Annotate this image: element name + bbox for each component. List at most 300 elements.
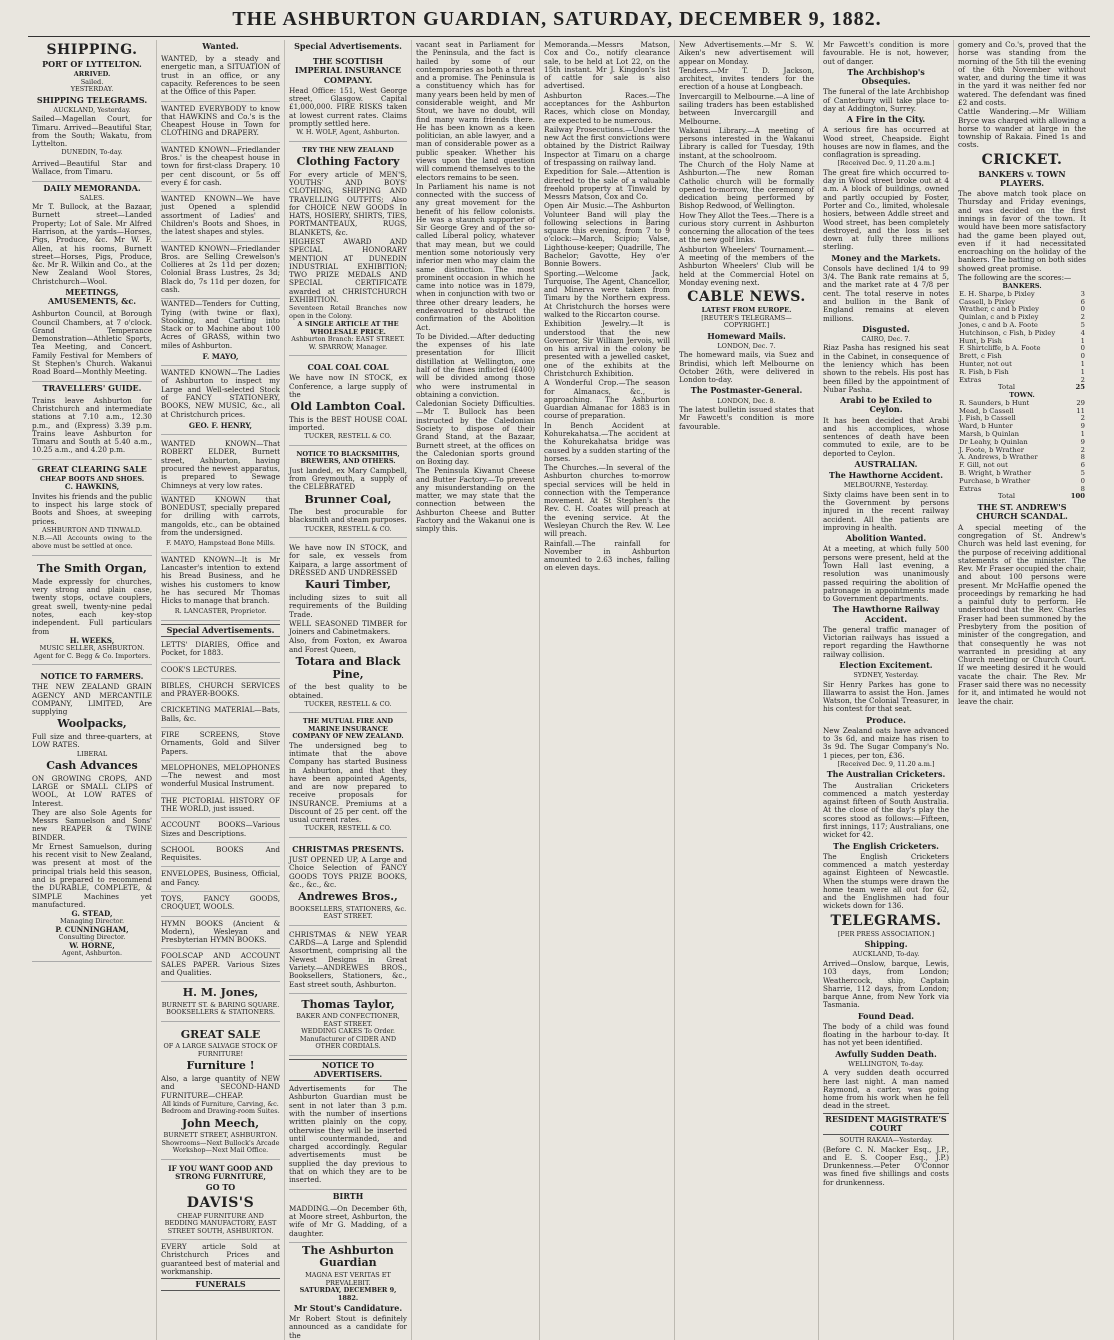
batsman-runs: 8 bbox=[1080, 453, 1085, 462]
wanted-ad-5: WANTED KNOWN—Friedlander Bros. are Selling Crewelson's Collieres at 2s 11d per dozen; Colonial Brass Lustres, 2s 3d; Black do, 7s 11d per dozen, for cash. bbox=[161, 243, 280, 300]
school-books-ad: SCHOOL BOOKS And Requisites. bbox=[161, 844, 280, 868]
organ-ad bbox=[32, 559, 152, 665]
wanted-ad-8: WANTED KNOWN—That ROBERT ELDER, Burnett street, Ashburton, having procured the newest apparatus, is prepared to Sewage Chimneys at very low rates. bbox=[161, 438, 280, 495]
australian-cricketers-heading: The Australian Cricketers. bbox=[826, 769, 946, 780]
hawthorne-text: Sixty claims have been sent in to the Government by persons injured in the recent railway accident. All the patients are improving in health. bbox=[823, 489, 949, 532]
abolition-text: At a meeting, at which fully 500 persons were present, held at the Town Hall last evening, a resolution was unanimously passed requiring the abolition of patronage in appointments made to Government departments. bbox=[823, 544, 949, 604]
batsman-name: Cassell, b Pixley bbox=[959, 297, 1016, 306]
brunner-heading: Brunner Coal, bbox=[304, 492, 392, 506]
batsman-runs: 5 bbox=[1080, 320, 1085, 329]
travellers-heading: TRAVELLERS' GUIDE. bbox=[42, 382, 142, 393]
tucker-name-3: TUCKER, RESTELL & CO. bbox=[304, 699, 392, 708]
go-to-text: GO TO bbox=[205, 1182, 236, 1193]
wanted-ad-9: WANTED KNOWN that BONEDUST, specially prepared for drilling with carrots, mangolds, etc., can be obtained from the undersigned. bbox=[161, 494, 280, 537]
clothing-heading: Clothing Factory bbox=[296, 155, 400, 169]
meech-text: BURNETT STREET, ASHBURTON. bbox=[163, 1131, 278, 1140]
bankers-team-heading: BANKERS. bbox=[1002, 282, 1042, 291]
samuelson-text: Mr Ernest Samuelson, during his recent visit to New Zealand, was present at most of the principal trials held this season, and is prepared to recommend the DURABLE, COMPLETE, & SIMPLE Machines yet manufactured. bbox=[32, 841, 152, 909]
weeks-name: H. WEEKS, bbox=[69, 635, 115, 645]
sydney-dateline: SYDNEY, Yesterday. bbox=[853, 671, 919, 680]
batsman-name: Marsh, b Quinlan bbox=[959, 429, 1020, 438]
lambton-heading: Old Lambton Coal. bbox=[290, 400, 406, 414]
award-text: HIGHEST AWARD AND SPECIAL HONORARY MENTION AT DUNEDIN INDUSTRIAL EXHIBITION; TWO PRIZE MEDALS AND SPECIAL CERTIFICATE awarded at CHRISTCHURCH EXHIBITION. bbox=[289, 236, 407, 304]
fawcett-text: Mr Fawcett's condition is more favourable. He is not, however, out of danger. bbox=[823, 40, 949, 66]
batsman-name: R. Fish, b Fish bbox=[959, 367, 1009, 376]
kauri-text: We have now IN STOCK, and for sale, ex vessels from Kaipara, a large assortment of DRESSED AND UNDRESSED bbox=[289, 543, 407, 578]
scottish-text: Head Office: 151, West George street, Glasgow. Capital £1,000,000. FIRE RISKS taken at lowest current rates. Claims promptly settled here. bbox=[289, 85, 407, 128]
port-heading: PORT OF LYTTELTON. bbox=[42, 59, 142, 70]
local-item-7: Ashburton Wheelers' Tournament.—A meeting of the members of the Ashburton Wheelers' Club will be held at the Commercial Hotel on Monday evening next. bbox=[679, 244, 814, 287]
editorial-para-3: To be Divided.—After deducting the expenses of his late presentation for Illicit distillation at Wellington, one half of the fines inflicted (£400) will be divided among those who were instrumental in obtaining a conviction. bbox=[416, 331, 535, 399]
salvage-text: OF A LARGE SALVAGE STOCK OF FURNITURE! bbox=[163, 1042, 278, 1058]
news-item-11: Rainfall.—The rainfall for November in Ashburton amounted to 2.63 inches, falling on eleven days. bbox=[544, 538, 670, 573]
batsman-runs: 1 bbox=[1080, 336, 1085, 345]
score-row bbox=[958, 486, 1086, 494]
scores-label: The following are the scores:— bbox=[958, 272, 1072, 282]
shipping-telegrams-heading: SHIPPING TELEGRAMS. bbox=[36, 94, 148, 105]
fire-text: A serious fire has occurred at Wood street, Cheapside. Eight houses are now in flames, and the conflagration is spreading. bbox=[823, 125, 949, 160]
cards-ad: CHRISTMAS & NEW YEAR CARDS—A Large and Splendid Assortment, comprising all the Newest Designs in Great Variety.—ANDREWES BROS., Booksellers, Stationers, &c., East street south, Ashburton. bbox=[289, 929, 407, 994]
farmers-ad bbox=[32, 668, 152, 962]
batsman-runs: 6 bbox=[1080, 297, 1085, 306]
received-note-1: [Received Dec. 9, 11.20 a.m.] bbox=[837, 159, 935, 168]
cunningham-name: P. CUNNINGHAM, bbox=[55, 924, 129, 934]
farmers-heading: NOTICE TO FARMERS. bbox=[40, 671, 144, 682]
batsman-name: J. Foote, b Wrather bbox=[959, 445, 1024, 454]
railway-heading: The Hawthorne Railway Accident. bbox=[832, 604, 940, 624]
meetings-text: Ashburton Council, at Borough Council Chambers, at 7 o'clock. Grand Temperance Demonstration—Athletic Sports, Tea Meeting, and Concert. Family Festival for Members of St Stephen's Church. Wakanui Road Board—Monthly Meeting. bbox=[32, 308, 152, 381]
batsman-runs: 0 bbox=[1080, 305, 1085, 314]
town-total-label: Total bbox=[998, 492, 1016, 501]
batsman-name: F. Shirtcliffe, b A. Foote bbox=[959, 344, 1041, 353]
hymns-ad: HYMN BOOKS (Ancient & Modern), Wesleyan and Presbyterian HYMN BOOKS. bbox=[161, 918, 280, 950]
all-kinds-text: All kinds of Furniture, Carving, &c. bbox=[162, 1099, 279, 1108]
sailed-label: Sailed. bbox=[80, 77, 104, 86]
wanted-ad-3: WANTED KNOWN—Friedlander Bros.' is the cheapest house in town for first-class Drapery. 10 per cent discount, or 5s off every £ for cash. bbox=[161, 144, 280, 192]
coal-text: We have now IN STOCK, ex Conference, a large supply of the bbox=[289, 373, 407, 399]
lancaster-name: R. LANCASTER, Proprietor. bbox=[161, 606, 280, 620]
batsman-name: Wrather, c and b Pixley bbox=[959, 305, 1039, 314]
scandal-text: A special meeting of the congregation of St. Andrew's Church was held last evening, for the purpose of receiving additional statements of the minister. The Rev. Mr Fraser occupied the chair, and about 100 persons were present. Mr McHaffie opened the proceedings by remarking he had a painful duty to perform. He understood that the Rev. Charles Fraser had been summoned by the Presbytery from the position of minister of the congregation, and that consequently he was not warranted in presiding at any Church meeting or Church Court. If we meeting desired it he would vacate the chair. The Rev. Mr Fraser said there was no necessity for it, and intimated he would not leave the chair. bbox=[958, 522, 1086, 706]
produce-heading: Produce. bbox=[866, 714, 906, 725]
branches-text: Seventeen Retail Branches now open in the Colony. bbox=[289, 304, 407, 320]
cunningham-role: Consulting Director. bbox=[58, 933, 126, 942]
bankers-total: 25 bbox=[1075, 383, 1085, 392]
local-item-6: How They Allot the Tees.—There is a curious story current in Ashburton concerning the allocation of the tees at the new golf links. bbox=[679, 210, 814, 245]
stout-text: Mr Robert Stout is definitely announced as a candidate for the bbox=[289, 1314, 407, 1340]
cairo-dateline: CAIRO, Dec. 7. bbox=[861, 335, 911, 343]
mutual-heading: THE MUTUAL FIRE AND MARINE INSURANCE COMPANY OF NEW ZEALAND. bbox=[292, 717, 404, 741]
court-continued-text: gomery and Co.'s, proved that the horse was standing from the morning of the 5th till the evening of the 6th November without water, and during the time it was in the yard it was neither fed nor watered. The defendant was fined £2 and costs. bbox=[958, 40, 1086, 107]
stead-role: Managing Director. bbox=[59, 917, 125, 926]
awful-death-text: A very sudden death occurred here last night. A man named Raymond, a carter, was going home from his work when he fell dead in the street. bbox=[823, 1068, 949, 1111]
archbishop-heading: The Archbishop's Obsequies. bbox=[847, 66, 925, 87]
totara-note: of the best quality to be obtained. bbox=[289, 682, 407, 700]
scottish-heading: THE SCOTTISH IMPERIAL INSURANCE COMPANY. bbox=[294, 56, 402, 85]
guardian-motto: MAGNA EST VERITAS ET PREVALEBIT. bbox=[305, 1271, 391, 1287]
clearing-sale-heading: GREAT CLEARING SALE bbox=[37, 463, 147, 474]
account-books-ad: ACCOUNT BOOKS—Various Sizes and Descriptions. bbox=[161, 819, 280, 843]
cattle-wandering-text: Cattle Wandering.—Mr William Bryce was charged with allowing a horse to wander at large in the township of Rakaia. Fined 1s and costs. bbox=[958, 107, 1086, 150]
cable-news-sub: LATEST FROM EUROPE. bbox=[701, 306, 792, 315]
branch-text: Ashburton Branch: EAST STREET. bbox=[291, 335, 405, 344]
sales-heading: SALES. bbox=[79, 193, 105, 202]
batsman-runs: 1 bbox=[1080, 429, 1085, 438]
brunner-ad bbox=[289, 449, 407, 538]
archbishop-text: The funeral of the late Archbishop of Canterbury will take place to-day at Addington, Surrey. bbox=[823, 87, 949, 113]
furniture-heading: Furniture ! bbox=[186, 1059, 255, 1073]
news-item-7: Exhibition Jewelry.—It is understood that the new Governor, Sir William Jervois, will on his arrival in the colony be presented with a jewelled casket, one of the exhibits at the Christchurch Exhibition. bbox=[544, 319, 670, 378]
xmas-heading: CHRISTMAS PRESENTS. bbox=[292, 843, 404, 854]
news-item-9: In Bench Accident at Kohurekahatsa.—The accident at the Kohurekahatsa bridge was caused by a sudden starting of the horses. bbox=[544, 420, 671, 463]
news-item-4: Expedition for Sale.—Attention is directed to the sale of a valuable freehold property at Tinwald by Messrs Matson, Cox and Co. bbox=[544, 167, 670, 202]
wanted-ad-10: WANTED KNOWN—It is Mr Lancaster's intention to extend his Bread Business, and he wishes his customers to know he has secured Mr Thomas Hicks to manage that branch. bbox=[161, 554, 280, 606]
scandal-heading: THE ST. ANDREW'S CHURCH SCANDAL. bbox=[976, 502, 1068, 522]
cricketing-ad: CRICKETING MATERIAL—Bats, Balls, &c. bbox=[161, 704, 280, 728]
notice-smiths-heading: NOTICE TO BLACKSMITHS, BREWERS, AND OTHERS. bbox=[296, 449, 400, 466]
toys-ad: TOYS, FANCY GOODS, CROQUET, WOOLS. bbox=[161, 893, 280, 917]
lambton-text: This is the BEST HOUSE COAL imported. bbox=[289, 414, 407, 432]
notice-advertisers-text: Advertisements for The Ashburton Guardian must be sent in not later than 3 p.m. with the number of insertions written plainly on the copy, otherwise they will be inserted until countermanded, and charged accordingly. Regular advertisements must be supplied the day previous to that on which they are to be inserted. bbox=[289, 1083, 407, 1189]
seasoned-text: WELL SEASONED TIMBER for Joiners and Cabinetmakers. bbox=[289, 618, 407, 637]
batsman-name: J. Fish, b Cassell bbox=[959, 414, 1016, 423]
news-item-6: Sporting.—Welcome Jack, Turquoise, The Agent, Chancellor, and Minerva were taken from Timaru by the Northern express. At Christchurch the horses were walked to the Riccarton course. bbox=[544, 268, 670, 319]
davis-text: CHEAP FURNITURE AND BEDDING MANUFACTORY, EAST STREET SOUTH, ASHBURTON. bbox=[164, 1211, 277, 1235]
mayo-name: F. MAYO, bbox=[161, 351, 280, 366]
batsman-name: F. Gill, not out bbox=[959, 461, 1008, 470]
batsman-runs: 2 bbox=[1080, 445, 1085, 454]
batsman-name: Extras bbox=[959, 484, 982, 493]
auckland-dateline: AUCKLAND, Yesterday. bbox=[53, 105, 131, 114]
totara-heading: Totara and Black Pine, bbox=[295, 654, 401, 681]
brunner-text: Just landed, ex Mary Campbell, from Greymouth, a supply of the CELEBRATED bbox=[289, 465, 407, 492]
column-7 bbox=[818, 40, 953, 1340]
hawkins-note: N.B.—All Accounts owing to the above must be settled at once. bbox=[32, 534, 152, 550]
shipping-telegram-heading: Shipping. bbox=[864, 939, 908, 950]
batsman-runs: 0 bbox=[1080, 476, 1085, 485]
kauri-note: including sizes to suit all requirements of the Building Trade. bbox=[289, 592, 407, 619]
horne-name: W. HORNE, bbox=[69, 940, 115, 950]
wanted-heading: Wanted. bbox=[202, 41, 239, 51]
column-5 bbox=[539, 40, 674, 1340]
jones-name: H. M. Jones, bbox=[182, 986, 259, 1000]
news-item-10: The Churches.—In several of the Ashburton churches to-morrow special services will be held in connection with the Temperance movement. At St Stephen's the Rev. C. H. Coates will preach at the evening service. At the Wesleyan Church the Rev. W. Lee will preach. bbox=[544, 463, 670, 539]
wanted-ad-4: WANTED KNOWN—We have just Opened a splendid assortment of Ladies' and Children's Boots and Shoes, in the latest shapes and styles. bbox=[161, 193, 280, 241]
clothing-text: For every article of MEN'S, YOUTHS' AND BOYS' CLOTHING, SHIPPING AND TRAVELLING OUTFITS; Also for CHOICE NEW GOODS In HATS, HOSIERY, SHIRTS, TIES, PORTMANTEAUX, RUGS, BLANKETS, &c. bbox=[289, 169, 407, 237]
cable-news-heading: CABLE NEWS. bbox=[687, 289, 806, 306]
news-item-3: Railway Prosecutions.—Under the new Act the first convictions were obtained by the District Railway Inspector at Timaru on a charge of trespassing on railway land. bbox=[544, 124, 670, 167]
taylor-ad bbox=[289, 995, 407, 1056]
organ-heading: The Smith Organ, bbox=[37, 562, 147, 576]
found-dead-heading: Found Dead. bbox=[857, 1010, 915, 1021]
every-article-text: EVERY article Sold at Christchurch Prices and guaranteed best of material and workmanship. bbox=[161, 1242, 280, 1276]
jones-ad bbox=[161, 983, 280, 1022]
great-sale-heading: GREAT SALE bbox=[180, 1027, 261, 1041]
birth-heading: BIRTH bbox=[332, 1190, 364, 1201]
salvage-ad bbox=[161, 1025, 280, 1160]
money-heading: Money and the Markets. bbox=[831, 252, 941, 263]
received-note-2: [Received Dec. 9, 11.20 a.m.] bbox=[837, 759, 935, 768]
pmg-heading: The Postmaster-General. bbox=[690, 385, 803, 396]
guardian-date: SATURDAY, DECEMBER 9, 1882. bbox=[299, 1286, 397, 1302]
letts-ad: LETTS' DIARIES, Office and Pocket, for 1883. bbox=[161, 639, 280, 663]
batsman-name: A. Andrews, b Wrather bbox=[959, 453, 1038, 462]
bibles-ad: BIBLES, CHURCH SERVICES and PRAYER-BOOKS. bbox=[161, 680, 280, 704]
newspaper-title: THE ASHBURTON GUARDIAN, SATURDAY, DECEMBER 9, 1882. bbox=[232, 8, 882, 30]
hawthorne-heading: The Hawthorne Accident. bbox=[829, 470, 943, 481]
xmas-ad bbox=[289, 841, 407, 926]
masthead-rule bbox=[28, 36, 1090, 37]
batsman-name: Brett, c Fish bbox=[959, 352, 1002, 361]
hawkins-name: C. HAWKINS, bbox=[64, 482, 120, 492]
batsman-runs: 2 bbox=[1080, 313, 1085, 322]
melophones-ad: MELOPHONES, MELOPHONES—The newest and most wonderful Musical Instrument. bbox=[161, 762, 280, 794]
disgusted-text: Riaz Pasha has resigned his seat in the Cabinet, in consequence of the leniency which has been shown to the rebels. His post has been filled by the appointment of Nubar Pasha. bbox=[823, 343, 949, 394]
bedroom-text: Bedroom and Drawing-room Suites. bbox=[161, 1107, 280, 1116]
cook-ad: COOK'S LECTURES. bbox=[161, 664, 280, 679]
davis-ad bbox=[161, 1163, 280, 1240]
found-dead-text: The body of a child was found floating in the harbour to-day. It has not yet been identified. bbox=[823, 1021, 949, 1048]
batsman-name: E. H. Sharpe, b Pixley bbox=[959, 289, 1035, 298]
mutual-ad bbox=[289, 716, 407, 838]
batsman-runs: 8 bbox=[1080, 484, 1085, 493]
batsman-runs: 0 bbox=[1080, 352, 1085, 361]
column-2 bbox=[156, 40, 284, 1340]
arabi-text: It has been decided that Arabi and his accomplices, whose sentences of death have been commuted to exile, are to be deported to Ceylon. bbox=[823, 415, 949, 458]
money-text: Consols have declined 1/4 to 99 3/4. The Bank rate remains at 5, and the market rate at 4 7/8 per cent. The total reserve in notes and bullion in the Bank of England remains at eleven millions. bbox=[823, 263, 949, 323]
taylor-text: BAKER AND CONFECTIONER, EAST STREET. bbox=[296, 1012, 400, 1028]
news-item-1: Memoranda.—Messrs Matson, Cox and Co., notify clearance sale, to be held at Lot 22, on the 15th instant. Mr J. Kingdon's list of cattle for sale is also advertised. bbox=[544, 40, 670, 91]
furniture-text: Also, a large quantity of NEW and SECOND-HAND FURNITURE—CHEAP. bbox=[161, 1074, 280, 1100]
local-item-2: Tenders.—Mr T. D. Jackson, architect, invites tenders for the erection of a house at Longbeach. bbox=[679, 65, 814, 92]
press-note: [PER PRESS ASSOCIATION.] bbox=[837, 929, 935, 938]
bankers-score-table bbox=[958, 291, 1086, 393]
coal-ad bbox=[289, 359, 407, 446]
try-text: TRY THE NEW ZEALAND bbox=[302, 145, 394, 154]
town-score-table bbox=[958, 400, 1086, 502]
weeks-text: MUSIC SELLER, ASHBURTON. Agent for C. Begg & Co. Importers. bbox=[33, 644, 151, 660]
batsman-runs: 4 bbox=[1080, 328, 1085, 337]
news-item-8: A Wonderful Crop.—The season for Almanacs, &c., is approaching. The Ashburton Guardian Almanac for 1883 is in course of preparation. bbox=[544, 378, 670, 421]
clothing-ad bbox=[289, 145, 407, 356]
editorial-para-2: In Parliament his name is not connected with the success of any great movement for the benefit of his fellow colonists. He was a staunch supporter of Sir George Grey and of the so-called Liberal policy, whatever that may mean, but we could mention some notoriously very inferior men who may claim the same distinction. The most prominent occasion in which he came into notice was in 1879, when in conjunction with two or three other dreary leaders, he endeavoured to obstruct the confirmation of the Abolition Act. bbox=[416, 181, 535, 332]
wanted-ad-1: WANTED, by a steady and energetic man, a SITUATION of trust in an office, or any capacity. References to be seen at the Office of this Paper. bbox=[161, 53, 280, 101]
liberal-label: LIBERAL bbox=[76, 749, 108, 758]
travellers-text: Trains leave Ashburton for Christchurch and intermediate stations at 7.10 a.m., 12.30 p.m., and (Express) 3.39 p.m. Trains leave Ashburton for Timaru and South at 5.40 a.m., 10.25 a.m., and 4.20 p.m. bbox=[32, 395, 152, 460]
kauri-heading: Kauri Timber, bbox=[304, 578, 391, 592]
mayo-bone-mills: F. MAYO, Hampstead Bone Mills. bbox=[161, 538, 280, 552]
wanted-ad-7: WANTED KNOWN—The Ladies of Ashburton to inspect my Large and Well-selected Stock of FANCY STATIONERY, BOOKS, NEW MUSIC, &c., all at Christchurch prices. bbox=[161, 368, 280, 419]
strong-furniture-text: IF YOU WANT GOOD AND STRONG FURNITURE, bbox=[168, 1163, 273, 1182]
editorial-para-4: Caledonian Society Difficulties.—Mr T. Bullock has been instructed by the Caledonian Society to dispose of their Grand Stand, at the Bazaar, Burnett street, at the offices on the Caledonian sports ground on Boxing day. bbox=[416, 399, 535, 467]
resident-court-heading: RESIDENT MAGISTRATE'S COURT bbox=[823, 1113, 949, 1135]
coal-heading: COAL COAL COAL bbox=[307, 362, 389, 373]
batsman-name: Mead, b Cassell bbox=[959, 406, 1014, 415]
abolition-heading: Abolition Wanted. bbox=[845, 533, 927, 544]
score-row bbox=[958, 377, 1086, 385]
telegrams-heading: TELEGRAMS. bbox=[830, 912, 942, 929]
tucker-name-4: TUCKER, RESTELL & CO. bbox=[304, 824, 392, 833]
election-heading: Election Excitement. bbox=[839, 659, 933, 670]
yesterday-label: YESTERDAY. bbox=[70, 85, 114, 94]
batsman-name: Hunt, b Fish bbox=[959, 336, 1003, 345]
column-3 bbox=[284, 40, 411, 1340]
mutual-text: The undersigned beg to intimate that the above Company has started Business in Ashburton, and that they have been appointed Agents, and are now prepared to receive proposals for INSURANCE. Premiums at a Discount of 25 per cent. off the usual current rates. bbox=[289, 740, 407, 825]
foxton-text: Also, from Foxton, ex Awaroa and Forest Queen, bbox=[289, 636, 407, 654]
news-item-5: Open Air Music.—The Ashburton Volunteer Band will play the following selections in Baring square this evening, from 7 to 9 o'clock:—March, Scipio; Valse, Lighthouse-keeper; Quadrille, The Bachelor; Gavotte, Hey o'er Bonnie Bowers. bbox=[544, 201, 670, 269]
masthead bbox=[0, 0, 1114, 40]
xmas-text: JUST OPENED UP, A Large and Choice Selection of FANCY GOODS TOYS PRIZE BOOKS, &c., &c., &c. bbox=[289, 855, 407, 889]
railway-text: The general traffic manager of Victorian railways has issued a report regarding the Hawthorne railway collision. bbox=[823, 624, 949, 659]
editorial-para-5: The Peninsula Kiwanut Cheese and Butter Factory.—To prevent any misunderstanding on the matter, we may state that the connection between the Ashburton Cheese and Butter Factory and the Wakanui one is simply this. bbox=[416, 466, 535, 534]
batsman-runs: 9 bbox=[1080, 422, 1085, 431]
election-text: Sir Henry Parkes has gone to Illawarra to assist the Hon. James Watson, the Colonial Treasurer, in his contest for that seat. bbox=[823, 679, 949, 714]
arrived-text: Sailed—Magellan Court, for Timaru. Arrived—Beautiful Star, from the South; Wakatu, from Lyttelton. bbox=[32, 114, 152, 149]
batsman-name: Jones, c and b A. Foote bbox=[959, 320, 1038, 329]
town-total: 100 bbox=[1070, 492, 1085, 501]
special-heading-col3: Special Advertisements. bbox=[294, 41, 402, 51]
farmers-text: THE NEW ZEALAND GRAIN AGENCY AND MERCANTILE COMPANY, LIMITED, Are supplying bbox=[32, 682, 152, 717]
column-6 bbox=[674, 40, 818, 1340]
australian-heading: AUSTRALIAN. bbox=[854, 458, 918, 469]
special-ads-heading: Special Advertisements. bbox=[161, 624, 280, 637]
batsman-runs: 9 bbox=[1080, 437, 1085, 446]
batsman-runs: 6 bbox=[1080, 461, 1085, 470]
cider-text: Manufacturer of CIDER AND OTHER CORDIALS. bbox=[299, 1034, 397, 1051]
batsman-name: Extras bbox=[959, 375, 982, 384]
stout-heading: Mr Stout's Candidature. bbox=[293, 1303, 403, 1313]
auckland-dateline-2: AUCKLAND, To-day. bbox=[852, 950, 920, 959]
local-item-4: Wakanui Library.—A meeting of persons interested in the Wakanui Library is called for Tuesday, 19th instant, at the schoolroom. bbox=[679, 125, 814, 160]
memoranda-text: Mr T. Bullock, at the Bazaar, Burnett street—Landed Property; Lot of Sale. Mr Alfred Harrison, at the yards—Horses, Pigs, Produce, &c. Mr W. F. Allen, at his rooms, Burnett street—Horses, Pigs, Produce, &c. Mr R. Wilkin and Co., at the New Zealand Wool Stores, Christchurch—Wool. bbox=[32, 202, 152, 286]
davis-name: DAVIS'S bbox=[186, 1194, 255, 1211]
column-4 bbox=[411, 40, 539, 1340]
bankers-total-label: Total bbox=[998, 383, 1016, 392]
stead-name: G. STEAD, bbox=[71, 909, 113, 919]
wedding-text: WEDDING CAKES To Order. bbox=[301, 1027, 395, 1036]
meech-name: John Meech, bbox=[181, 1116, 260, 1130]
taylor-name: Thomas Taylor, bbox=[301, 997, 395, 1011]
melbourne-dateline: MELBOURNE, Yesterday. bbox=[843, 481, 929, 490]
wanted-ad-2: WANTED EVERYBODY to know that HAWKINS and Co.'s is the Cheapest House in Town for CLOTHING and DRAPERY. bbox=[161, 103, 280, 143]
local-item-3: Invercargill to Melbourne.—A line of sailing traders has been established between Invercargill and Melbourne. bbox=[679, 91, 814, 126]
australian-cricketers-text: The Australian Cricketers commenced a match yesterday against fifteen of South Australia. At the close of the day's play the scores stood as follows:—Fifteen, first innings, 117; Australians, one wicket for 42. bbox=[823, 780, 949, 840]
agents-text: They are also Sole Agents for Messrs Samuelson and Sons' new REAPER & TWINE BINDER. bbox=[32, 807, 152, 842]
batsman-runs: 2 bbox=[1080, 414, 1085, 423]
town-total-row bbox=[958, 493, 1086, 501]
memoranda-heading: DAILY MEMORANDA. bbox=[43, 182, 141, 193]
batsman-name: Dr Leahy, b Quinlan bbox=[959, 437, 1028, 446]
hawkins-text: Invites his friends and the public to inspect his large stock of Boots and Shoes, at sweeping prices. bbox=[32, 491, 153, 526]
local-item-1: New Advertisements.—Mr S. W. Aiken's new advertisement will appear on Monday. bbox=[679, 40, 814, 66]
wanted-ad-6: WANTED—Tenders for Cutting, Tying (with twine or flax), Stooking, and Carting into Stack or to Machine about 100 Acres of GRASS, within two miles of Ashburton. bbox=[161, 299, 280, 350]
batsman-runs: 2 bbox=[1080, 375, 1085, 384]
funerals-heading: FUNERALS bbox=[161, 1278, 280, 1291]
kauri-ad bbox=[289, 541, 407, 713]
showrooms-text: Showrooms—Next Bullock's Arcade Workshop—Next Mail Office. bbox=[161, 1138, 280, 1155]
sparrow-name: W. SPARROW, Manager. bbox=[308, 342, 388, 351]
homeward-heading: Homeward Mails. bbox=[707, 330, 786, 341]
woolpacks-text: Full size and three-quarters, at LOW RATES. bbox=[32, 732, 152, 750]
batsman-name: Quinlan, c and b Pixley bbox=[959, 313, 1039, 322]
batsman-name: Hutchinson, c Fish, b Pixley bbox=[959, 328, 1056, 337]
homeward-text: The homeward mails, via Suez and Brindisi, which left Melbourne on October 26th, were delivered in London to-day. bbox=[679, 350, 814, 385]
pmg-text: The latest bulletin issued states that Mr Fawcett's condition is more favourable. bbox=[679, 405, 814, 431]
batsman-name: Hunter, not out bbox=[959, 360, 1012, 368]
court-text: (Before C. N. Macker Esq., J.P., and E. S. Cooper Esq., J.P.) Drunkenness.—Peter O'Connor was fined five shillings and costs for drunkenness. bbox=[823, 1144, 949, 1187]
tucker-name-1: TUCKER, RESTELL & CO. bbox=[304, 432, 392, 441]
town-team-heading: TOWN. bbox=[1009, 391, 1035, 400]
andrewes-text: BOOKSELLERS, STATIONERS, &c. EAST STREET. bbox=[289, 904, 407, 921]
shipping-heading: SHIPPING. bbox=[46, 42, 138, 58]
batsman-runs: 5 bbox=[1080, 469, 1085, 478]
dunedin-dateline: DUNEDIN, To-day. bbox=[61, 148, 123, 157]
organ-text: Made expressly for churches, very strong and plain case, twenty stops, octave couplers, great swell, twenty-nine pedal notes, each key-stop independent. Full particulars from bbox=[32, 576, 152, 636]
bankers-v-town-heading: BANKERS v. TOWN PLAYERS. bbox=[978, 168, 1066, 188]
batsman-runs: 29 bbox=[1076, 398, 1085, 407]
birth-text: MADDING.—On December 6th, at Moore street, Ashburton, the wife of Mr G. Madding, of a daughter. bbox=[289, 1203, 407, 1243]
editorial-para-1: vacant seat in Parliament for the Peninsula, and the fact is hailed by some of our contemporaries as both a threat and a promise. The Peninsula is a constituency which has for many years been held by men of considerable weight, and Mr Stout, we have no doubt, will find many warm friends there. He has been known as a keen politician, an able lawyer, and a man of considerable power as a public speaker. Whether his views upon the land question will commend themselves to the electors remains to be seen. bbox=[416, 40, 535, 182]
awful-death-heading: Awfully Sudden Death. bbox=[835, 1048, 937, 1059]
arabi-heading: Arabi to be Exiled to Ceylon. bbox=[840, 395, 932, 415]
guardian-masthead: The Ashburton Guardian bbox=[302, 1243, 394, 1270]
cricket-heading: CRICKET. bbox=[981, 151, 1063, 168]
batsman-name: Purchase, b Wrather bbox=[959, 476, 1031, 485]
brunner-note: The best procurable for blacksmith and steam purposes. bbox=[289, 507, 407, 525]
envelopes-ad: ENVELOPES, Business, Official, and Fancy. bbox=[161, 868, 280, 892]
produce-text: New Zealand oats have advanced to 3s 6d, and maize has risen to 3s 9d. The Sugar Company's No. 1 pieces, per ton, £36. bbox=[823, 725, 949, 760]
foolscap-ad: FOOLSCAP AND ACCOUNT SALES PAPER. Various Sizes and Qualities. bbox=[161, 950, 280, 982]
hawkins-place: ASHBURTON AND TINWALD. bbox=[42, 525, 142, 534]
tucker-name-2: TUCKER, RESTELL & CO. bbox=[304, 524, 392, 533]
batsman-runs: 3 bbox=[1080, 289, 1085, 298]
woolpacks-heading: Woolpacks, bbox=[57, 717, 127, 731]
jones-text: BURNETT ST. & BARING SQUARE. BOOKSELLERS & STATIONERS. bbox=[161, 1000, 280, 1017]
london-dateline-1: LONDON, Dec. 7. bbox=[717, 341, 776, 350]
batsman-name: Ward, b Hunter bbox=[959, 422, 1013, 431]
advances-text: ON GROWING CROPS, AND LARGE or SMALL CLIPS of WOOL, At LOW RATES of Interest. bbox=[32, 773, 152, 808]
dunedin-text: Arrived—Beautiful Star and Wallace, from Timaru. bbox=[32, 158, 152, 182]
fire-screens-ad: FIRE SCREENS, Stove Ornaments, Gold and Silver Papers. bbox=[161, 729, 280, 761]
batsman-runs: 11 bbox=[1076, 406, 1085, 415]
match-report-text: The above match took place on Thursday and Friday evenings, and was decided on the first innings in favor of the town. It would have been more satisfactory had the game been played out, even if it had necessitated encroaching on the holiday of the bankers. The batting on both sides showed great promise. bbox=[958, 189, 1086, 273]
disgusted-heading: Disgusted. bbox=[862, 323, 910, 334]
fire-text-2: The great fire which occurred to-day in Wood street broke out at 4 a.m. A block of buildings, owned and partly occupied by Foster, Porter and Co., limited, wholesale hosiers, between Addle street and Wood street, has been completely destroyed, and the loss is set down at fully three millions sterling. bbox=[823, 167, 949, 252]
advances-heading: Cash Advances bbox=[46, 759, 138, 773]
column-1 bbox=[28, 40, 156, 1340]
scottish-ad bbox=[289, 53, 407, 141]
fire-heading: A Fire in the City. bbox=[846, 114, 926, 125]
henry-name: GEO. F. HENRY, bbox=[161, 420, 280, 435]
wolf-name: W. H. WOLF, Agent, Ashburton. bbox=[296, 128, 400, 137]
andrewes-name: Andrewes Bros., bbox=[298, 890, 398, 904]
arrived-label: ARRIVED. bbox=[73, 70, 111, 79]
south-rakaia-dateline: SOUTH RAKAIA—Yesterday. bbox=[839, 1136, 933, 1145]
column-8 bbox=[953, 40, 1090, 1340]
batsman-name: R. Saunders, b Hunt bbox=[959, 398, 1030, 407]
wellington-dateline: WELLINGTON, To-day. bbox=[848, 1059, 924, 1068]
meetings-heading: MEETINGS, AMUSEMENTS, &c. bbox=[47, 286, 137, 307]
local-item-5: The Church of the Holy Name at Ashburton.—The new Roman Catholic church will be formally opened to-morrow, the ceremony of dedication being performed by Bishop Redwood, of Wellington. bbox=[679, 159, 814, 211]
hawkins-ad bbox=[32, 461, 152, 556]
cable-news-note: [REUTER'S TELEGRAMS—COPYRIGHT.] bbox=[701, 313, 792, 330]
batsman-runs: 0 bbox=[1080, 344, 1085, 353]
horne-role: Agent, Ashburton. bbox=[61, 948, 123, 957]
history-ad: THE PICTORIAL HISTORY OF THE WORLD, just issued. bbox=[161, 795, 280, 819]
notice-advertisers-heading: NOTICE TO ADVERTISERS. bbox=[289, 1059, 407, 1081]
batsman-runs: 1 bbox=[1080, 367, 1085, 376]
english-cricketers-heading: The English Cricketers. bbox=[833, 840, 939, 851]
